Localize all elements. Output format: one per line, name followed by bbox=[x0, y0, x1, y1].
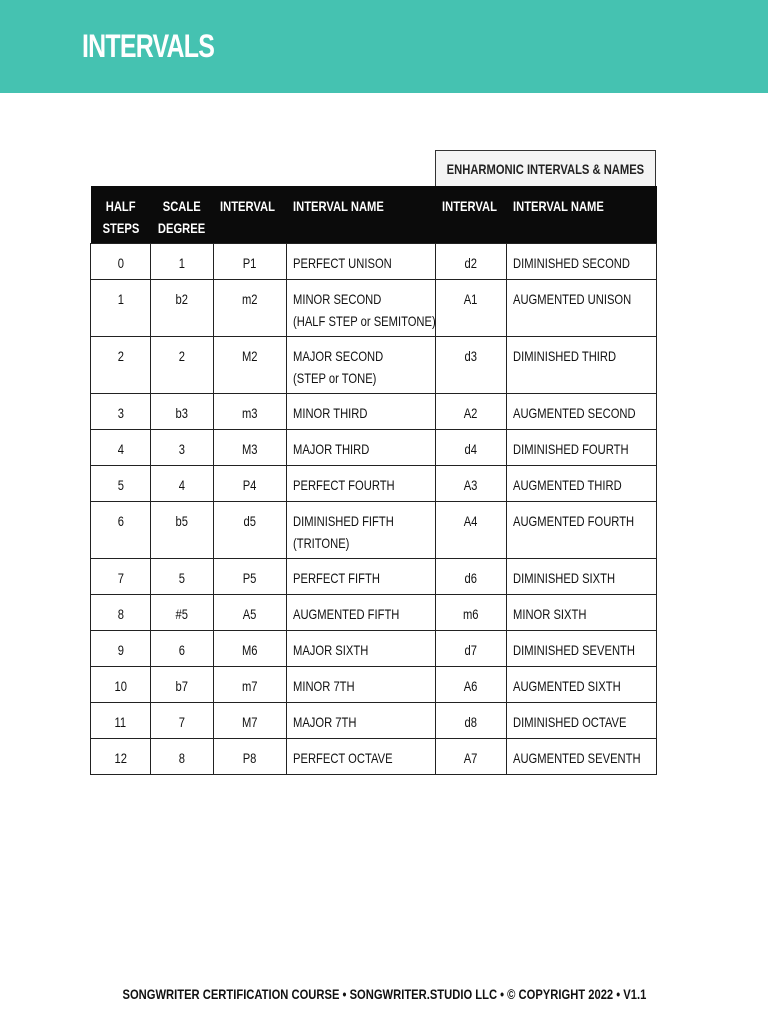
enh-interval-name-cell bbox=[507, 429, 657, 465]
table-row bbox=[91, 501, 657, 558]
footer-text: SONGWRITER CERTIFICATION COURSE • SONGWRITER.STUDIO LLC • © COPYRIGHT 2022 • V1.1 bbox=[122, 986, 646, 1002]
cell-text: MAJOR SIXTH bbox=[293, 641, 369, 658]
header-label: SCALE bbox=[163, 198, 201, 214]
half-steps-cell bbox=[91, 501, 151, 558]
half-steps-cell bbox=[91, 594, 151, 630]
interval-name-cell bbox=[287, 393, 436, 429]
scale-degree-cell bbox=[151, 393, 214, 429]
enh-interval-name-cell bbox=[507, 594, 657, 630]
table-row bbox=[91, 630, 657, 666]
enh-interval-cell bbox=[436, 666, 507, 702]
enh-interval-name-cell bbox=[507, 393, 657, 429]
interval-cell bbox=[214, 702, 287, 738]
half-steps-cell bbox=[91, 738, 151, 774]
cell-text: 7 bbox=[117, 569, 124, 586]
table-row bbox=[91, 594, 657, 630]
table-row bbox=[91, 666, 657, 702]
header-label: HALF bbox=[105, 198, 136, 214]
cell-text: 7 bbox=[178, 713, 186, 730]
interval-name-cell bbox=[287, 279, 436, 336]
interval-cell bbox=[214, 393, 287, 429]
enh-interval-cell bbox=[436, 594, 507, 630]
cell-text: m7 bbox=[242, 677, 258, 694]
cell-text: P5 bbox=[243, 569, 257, 586]
cell-text: 6 bbox=[117, 512, 124, 529]
cell-text: 8 bbox=[117, 605, 124, 622]
cell-text: #5 bbox=[175, 605, 189, 622]
cell-text: d6 bbox=[464, 569, 478, 586]
interval-name-cell bbox=[287, 630, 436, 666]
scale-degree-cell bbox=[151, 630, 214, 666]
interval-cell bbox=[214, 336, 287, 393]
half-steps-cell bbox=[91, 393, 151, 429]
scale-degree-cell bbox=[151, 594, 214, 630]
table-header-row bbox=[91, 186, 657, 243]
table-row bbox=[91, 558, 657, 594]
enh-interval-name-cell bbox=[507, 738, 657, 774]
cell-text: A6 bbox=[464, 677, 478, 694]
cell-text: AUGMENTED THIRD bbox=[513, 476, 622, 493]
interval-cell bbox=[214, 279, 287, 336]
half-steps-cell bbox=[91, 336, 151, 393]
interval-name-cell bbox=[287, 702, 436, 738]
half-steps-cell bbox=[91, 630, 151, 666]
cell-text: P1 bbox=[243, 254, 257, 271]
enh-interval-name-cell bbox=[507, 630, 657, 666]
interval-name-cell bbox=[287, 594, 436, 630]
interval-cell bbox=[214, 630, 287, 666]
table-row bbox=[91, 702, 657, 738]
scale-degree-cell bbox=[151, 558, 214, 594]
cell-text: 2 bbox=[178, 347, 186, 364]
cell-text: 12 bbox=[114, 749, 127, 766]
cell-text: d7 bbox=[464, 641, 478, 658]
enh-interval-name-cell bbox=[507, 465, 657, 501]
enh-interval-cell bbox=[436, 702, 507, 738]
half-steps-cell bbox=[91, 429, 151, 465]
intervals-table bbox=[90, 186, 657, 775]
table-row bbox=[91, 279, 657, 336]
cell-text: PERFECT UNISON bbox=[293, 254, 392, 271]
cell-text: 5 bbox=[117, 476, 124, 493]
cell-text: M7 bbox=[242, 713, 258, 730]
enh-interval-cell bbox=[436, 738, 507, 774]
interval-name-cell bbox=[287, 336, 436, 393]
cell-text: b7 bbox=[175, 677, 189, 694]
header-label: DEGREE bbox=[158, 220, 206, 236]
table-row bbox=[91, 243, 657, 279]
table-body bbox=[91, 243, 657, 774]
cell-text: d8 bbox=[464, 713, 478, 730]
table-row bbox=[91, 429, 657, 465]
header-label: INTERVAL bbox=[219, 198, 275, 214]
cell-text: 3 bbox=[117, 404, 124, 421]
cell-text: MINOR THIRD bbox=[293, 404, 368, 421]
cell-text: 9 bbox=[117, 641, 124, 658]
scale-degree-cell bbox=[151, 702, 214, 738]
interval-cell bbox=[214, 666, 287, 702]
cell-text: 6 bbox=[178, 641, 186, 658]
enh-interval-name-cell bbox=[507, 702, 657, 738]
header-enh-interval bbox=[436, 186, 507, 243]
enh-interval-cell bbox=[436, 243, 507, 279]
cell-text: 10 bbox=[114, 677, 127, 694]
enh-interval-cell bbox=[436, 465, 507, 501]
cell-text: 5 bbox=[178, 569, 186, 586]
header-label: INTERVAL bbox=[441, 198, 497, 214]
table-row bbox=[91, 465, 657, 501]
cell-text: MINOR SECOND bbox=[293, 290, 382, 307]
header-label: INTERVAL NAME bbox=[292, 198, 384, 214]
header-label: INTERVAL NAME bbox=[512, 198, 604, 214]
interval-name-cell bbox=[287, 501, 436, 558]
cell-text: DIMINISHED FOURTH bbox=[513, 440, 629, 457]
header-interval-name bbox=[287, 186, 436, 243]
cell-text: MAJOR THIRD bbox=[293, 440, 370, 457]
enh-interval-cell bbox=[436, 558, 507, 594]
enh-interval-name-cell bbox=[507, 558, 657, 594]
cell-text: M3 bbox=[242, 440, 258, 457]
interval-cell bbox=[214, 558, 287, 594]
cell-text: MAJOR SECOND bbox=[293, 347, 384, 364]
enharmonic-header bbox=[435, 150, 656, 186]
cell-text: A4 bbox=[464, 512, 478, 529]
cell-text: DIMINISHED SIXTH bbox=[513, 569, 616, 586]
footer bbox=[0, 986, 768, 1002]
enh-interval-cell bbox=[436, 393, 507, 429]
cell-text: d4 bbox=[464, 440, 478, 457]
enh-interval-cell bbox=[436, 630, 507, 666]
half-steps-cell bbox=[91, 243, 151, 279]
enh-interval-cell bbox=[436, 336, 507, 393]
cell-text: b2 bbox=[175, 290, 189, 307]
scale-degree-cell bbox=[151, 738, 214, 774]
cell-text: P4 bbox=[243, 476, 257, 493]
interval-name-cell bbox=[287, 243, 436, 279]
enh-interval-name-cell bbox=[507, 336, 657, 393]
cell-text: AUGMENTED SEVENTH bbox=[513, 749, 641, 766]
scale-degree-cell bbox=[151, 501, 214, 558]
interval-cell bbox=[214, 243, 287, 279]
cell-text: MAJOR 7TH bbox=[293, 713, 357, 730]
scale-degree-cell bbox=[151, 465, 214, 501]
cell-text: A1 bbox=[464, 290, 478, 307]
cell-text: DIMINISHED THIRD bbox=[513, 347, 617, 364]
interval-cell bbox=[214, 594, 287, 630]
cell-text: A7 bbox=[464, 749, 478, 766]
enh-interval-name-cell bbox=[507, 279, 657, 336]
cell-text: 1 bbox=[117, 290, 124, 307]
cell-text: 4 bbox=[178, 476, 186, 493]
cell-text: DIMINISHED SECOND bbox=[513, 254, 630, 271]
cell-text: DIMINISHED SEVENTH bbox=[513, 641, 635, 658]
scale-degree-cell bbox=[151, 666, 214, 702]
cell-text: (STEP or TONE) bbox=[293, 369, 377, 386]
cell-text: 2 bbox=[117, 347, 124, 364]
cell-text: (HALF STEP or SEMITONE) bbox=[293, 312, 436, 329]
cell-text: d2 bbox=[464, 254, 478, 271]
cell-text: d5 bbox=[243, 512, 257, 529]
cell-text: d3 bbox=[464, 347, 478, 364]
header-label: STEPS bbox=[102, 220, 139, 236]
interval-name-cell bbox=[287, 738, 436, 774]
half-steps-cell bbox=[91, 702, 151, 738]
cell-text: DIMINISHED OCTAVE bbox=[513, 713, 627, 730]
header-scale-degree bbox=[151, 186, 214, 243]
header-banner bbox=[0, 0, 768, 93]
interval-cell bbox=[214, 501, 287, 558]
cell-text: b3 bbox=[175, 404, 189, 421]
cell-text: AUGMENTED SIXTH bbox=[513, 677, 621, 694]
cell-text: MINOR 7TH bbox=[293, 677, 355, 694]
table-row bbox=[91, 738, 657, 774]
cell-text: b5 bbox=[175, 512, 189, 529]
cell-text: AUGMENTED SECOND bbox=[513, 404, 636, 421]
cell-text: m2 bbox=[242, 290, 258, 307]
interval-cell bbox=[214, 465, 287, 501]
cell-text: A2 bbox=[464, 404, 478, 421]
cell-text: PERFECT OCTAVE bbox=[293, 749, 393, 766]
enh-interval-cell bbox=[436, 429, 507, 465]
enh-interval-name-cell bbox=[507, 666, 657, 702]
cell-text: PERFECT FOURTH bbox=[293, 476, 395, 493]
cell-text: PERFECT FIFTH bbox=[293, 569, 380, 586]
table-row bbox=[91, 336, 657, 393]
cell-text: M2 bbox=[242, 347, 258, 364]
cell-text: A3 bbox=[464, 476, 478, 493]
scale-degree-cell bbox=[151, 429, 214, 465]
interval-name-cell bbox=[287, 465, 436, 501]
interval-cell bbox=[214, 738, 287, 774]
cell-text: 3 bbox=[178, 440, 186, 457]
cell-text: m6 bbox=[463, 605, 479, 622]
cell-text: AUGMENTED FIFTH bbox=[293, 605, 400, 622]
table-row bbox=[91, 393, 657, 429]
enharmonic-header-label: ENHARMONIC INTERVALS & NAMES bbox=[446, 160, 645, 177]
cell-text: 4 bbox=[117, 440, 124, 457]
cell-text: 8 bbox=[178, 749, 186, 766]
cell-text: (TRITONE) bbox=[293, 534, 350, 551]
enh-interval-name-cell bbox=[507, 243, 657, 279]
header-half-steps bbox=[91, 186, 151, 243]
enh-interval-cell bbox=[436, 279, 507, 336]
cell-text: DIMINISHED FIFTH bbox=[293, 512, 394, 529]
header-enh-interval-name bbox=[507, 186, 657, 243]
header-interval bbox=[214, 186, 287, 243]
half-steps-cell bbox=[91, 666, 151, 702]
half-steps-cell bbox=[91, 558, 151, 594]
scale-degree-cell bbox=[151, 336, 214, 393]
interval-name-cell bbox=[287, 666, 436, 702]
scale-degree-cell bbox=[151, 279, 214, 336]
cell-text: 0 bbox=[117, 254, 124, 271]
cell-text: AUGMENTED UNISON bbox=[513, 290, 632, 307]
enh-interval-cell bbox=[436, 501, 507, 558]
cell-text: P8 bbox=[243, 749, 257, 766]
interval-cell bbox=[214, 429, 287, 465]
scale-degree-cell bbox=[151, 243, 214, 279]
interval-name-cell bbox=[287, 429, 436, 465]
cell-text: 1 bbox=[178, 254, 186, 271]
cell-text: 11 bbox=[114, 713, 127, 730]
cell-text: MINOR SIXTH bbox=[513, 605, 587, 622]
half-steps-cell bbox=[91, 465, 151, 501]
half-steps-cell bbox=[91, 279, 151, 336]
cell-text: M6 bbox=[242, 641, 258, 658]
page-title: INTERVALS bbox=[82, 28, 215, 64]
enh-interval-name-cell bbox=[507, 501, 657, 558]
cell-text: A5 bbox=[243, 605, 257, 622]
interval-name-cell bbox=[287, 558, 436, 594]
cell-text: AUGMENTED FOURTH bbox=[513, 512, 635, 529]
cell-text: m3 bbox=[242, 404, 258, 421]
